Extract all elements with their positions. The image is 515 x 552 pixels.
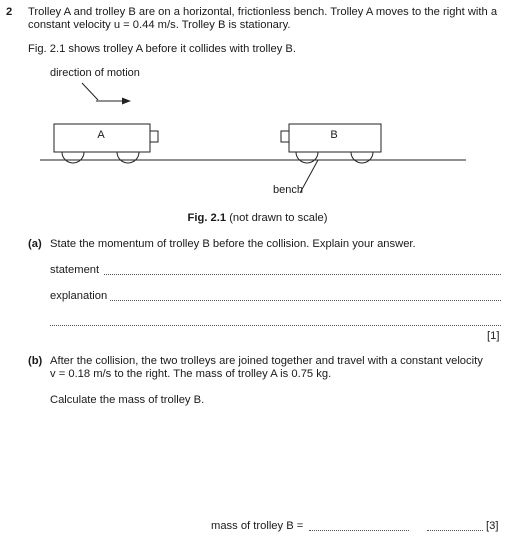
statement-label: statement <box>50 264 100 276</box>
trolley-a-wheel-right <box>117 152 139 163</box>
trolley-b-wheel-right <box>351 152 373 163</box>
part-b-text-line-2: v = 0.18 m/s to the right. The mass of trolley A is 0.75 kg. <box>50 368 332 380</box>
mass-unit-line[interactable] <box>427 530 483 531</box>
part-b-marks: [3] <box>486 520 499 532</box>
part-b-text-line-1: After the collision, the two trolleys are joined together and travel with a constant velocity <box>50 355 483 367</box>
explanation-label: explanation <box>50 290 108 302</box>
part-a-prompt: State the momentum of trolley B before the collision. Explain your answer. <box>50 238 416 250</box>
explanation-answer-line-2[interactable] <box>50 325 501 326</box>
trolley-a-label: A <box>97 129 105 141</box>
direction-label: direction of motion <box>50 67 140 79</box>
direction-pointer-line <box>82 83 98 100</box>
part-b-instruction: Calculate the mass of trolley B. <box>50 394 205 406</box>
motion-arrow-head <box>122 98 131 105</box>
trolley-figure <box>0 60 515 200</box>
trolley-a-buffer <box>150 131 158 142</box>
explanation-answer-line[interactable] <box>110 300 501 301</box>
trolley-b-buffer <box>281 131 289 142</box>
trolley-b-label: B <box>330 129 338 141</box>
figure-intro: Fig. 2.1 shows trolley A before it collides with trolley B. <box>28 43 296 55</box>
trolley-a-wheel-left <box>62 152 84 163</box>
trolley-b-wheel-left <box>296 152 318 163</box>
intro-line-2: constant velocity u = 0.44 m/s. Trolley B is stationary. <box>28 19 291 31</box>
part-a-marks: [1] <box>487 330 500 342</box>
bench-label: bench <box>273 184 303 196</box>
intro-line-1: Trolley A and trolley B are on a horizontal, frictionless bench. Trolley A moves to the right with a <box>28 6 498 18</box>
caption-note: (not drawn to scale) <box>226 212 328 224</box>
mass-answer-line[interactable] <box>309 530 409 531</box>
part-a-label: (a) <box>28 238 42 250</box>
mass-answer-label: mass of trolley B = <box>211 520 304 532</box>
figure-caption <box>0 212 515 225</box>
caption-figure-number: Fig. 2.1 <box>187 212 227 224</box>
question-number: 2 <box>6 6 13 18</box>
statement-answer-line[interactable] <box>104 274 501 275</box>
part-b-label: (b) <box>28 355 43 367</box>
